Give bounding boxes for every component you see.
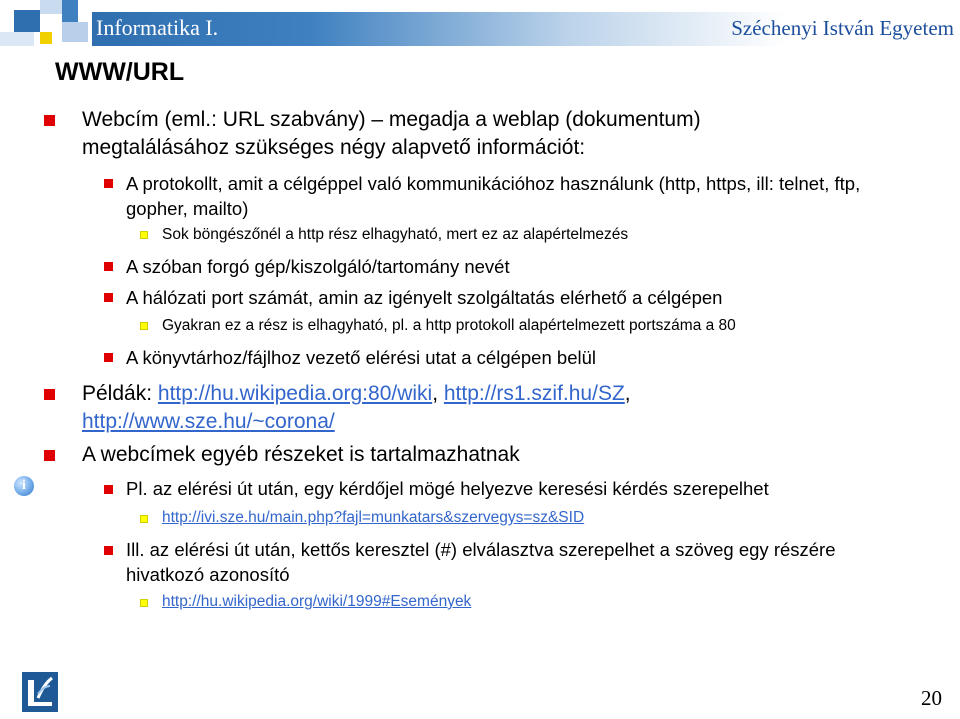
header-square-lightblue-1 <box>40 0 62 14</box>
header-square-yellow <box>40 32 52 44</box>
bullet-square-icon <box>104 262 113 271</box>
bullet-square-icon <box>104 179 113 188</box>
bullet-square-icon <box>104 485 113 494</box>
bullet-square-icon <box>140 322 148 330</box>
bullet-square-icon <box>44 450 55 461</box>
bullet-text: A szóban forgó gép/kiszolgáló/tartomány nevét <box>126 256 510 277</box>
bullet-square-icon <box>140 231 148 239</box>
bullet-text: A webcímek egyéb részeket is tartalmazhatnak <box>82 443 520 466</box>
bullet-text: Sok böngészőnél a http rész elhagyható, mert ez az alapértelmezés <box>162 226 629 243</box>
example-link-wikipedia-anchor[interactable]: http://hu.wikipedia.org/wiki/1999#Események <box>162 593 472 610</box>
bullet-text: A könyvtárhoz/fájlhoz vezető elérési utat a célgépen belül <box>126 347 596 368</box>
header-square-lightblue-3 <box>62 22 88 42</box>
bullet-text: Ill. az elérési út után, kettős keresztel (#) elválasztva szerepelhet a szöveg egy részére hivatkozó azonosító <box>126 539 836 585</box>
header-square-blue-2 <box>62 0 78 22</box>
slide-title: WWW/URL <box>55 58 185 86</box>
bullet-text: Webcím (eml.: URL szabvány) – megadja a weblap (dokumentum) megtalálásához szükséges négy alapvető információt: <box>82 108 701 159</box>
example-link-szif[interactable]: http://rs1.szif.hu/SZ <box>443 382 625 405</box>
examples-label: Példák: <box>82 382 158 405</box>
slide-header <box>0 0 960 48</box>
bullet-square-icon <box>140 599 148 607</box>
page-number: 20 <box>921 686 942 710</box>
separator: , <box>432 382 444 405</box>
bullet-square-icon <box>44 115 55 126</box>
examples-text <box>82 380 822 436</box>
header-square-lightblue-2 <box>0 32 34 46</box>
university-logo <box>22 672 58 712</box>
bullet-square-icon <box>104 293 113 302</box>
bullet-square-icon <box>104 546 113 555</box>
header-square-blue-1 <box>14 10 40 32</box>
course-title: Informatika I. <box>96 15 219 40</box>
bullet-text: Pl. az elérési út után, egy kérdőjel mögé helyezve keresési kérdés szerepelhet <box>126 478 769 499</box>
bullet-text: A hálózati port számát, amin az igényelt szolgáltatás elérhető a célgépen <box>126 287 723 308</box>
bullet-link-item <box>162 591 922 613</box>
bullet-square-icon <box>44 389 55 400</box>
bullet-link-item <box>162 507 922 529</box>
separator: , <box>624 382 631 405</box>
university-name: Széchenyi István Egyetem <box>731 16 954 40</box>
bullet-text: A protokollt, amit a célgéppel való kommunikációhoz használunk (http, https, ill: telnet, ftp, gopher, mailto) <box>126 173 861 219</box>
bullet-text: Gyakran ez a rész is elhagyható, pl. a http protokoll alapértelmezett portszáma a 80 <box>162 317 736 334</box>
example-link-wikipedia[interactable]: http://hu.wikipedia.org:80/wiki <box>157 382 433 405</box>
bullet-square-icon <box>104 353 113 362</box>
example-link-sze[interactable]: http://www.sze.hu/~corona/ <box>82 410 335 433</box>
example-link-ivi[interactable]: http://ivi.sze.hu/main.php?fajl=munkatars&szervegys=sz&SID <box>162 509 585 526</box>
bullet-square-icon <box>140 515 148 523</box>
info-icon[interactable]: i <box>14 476 34 496</box>
